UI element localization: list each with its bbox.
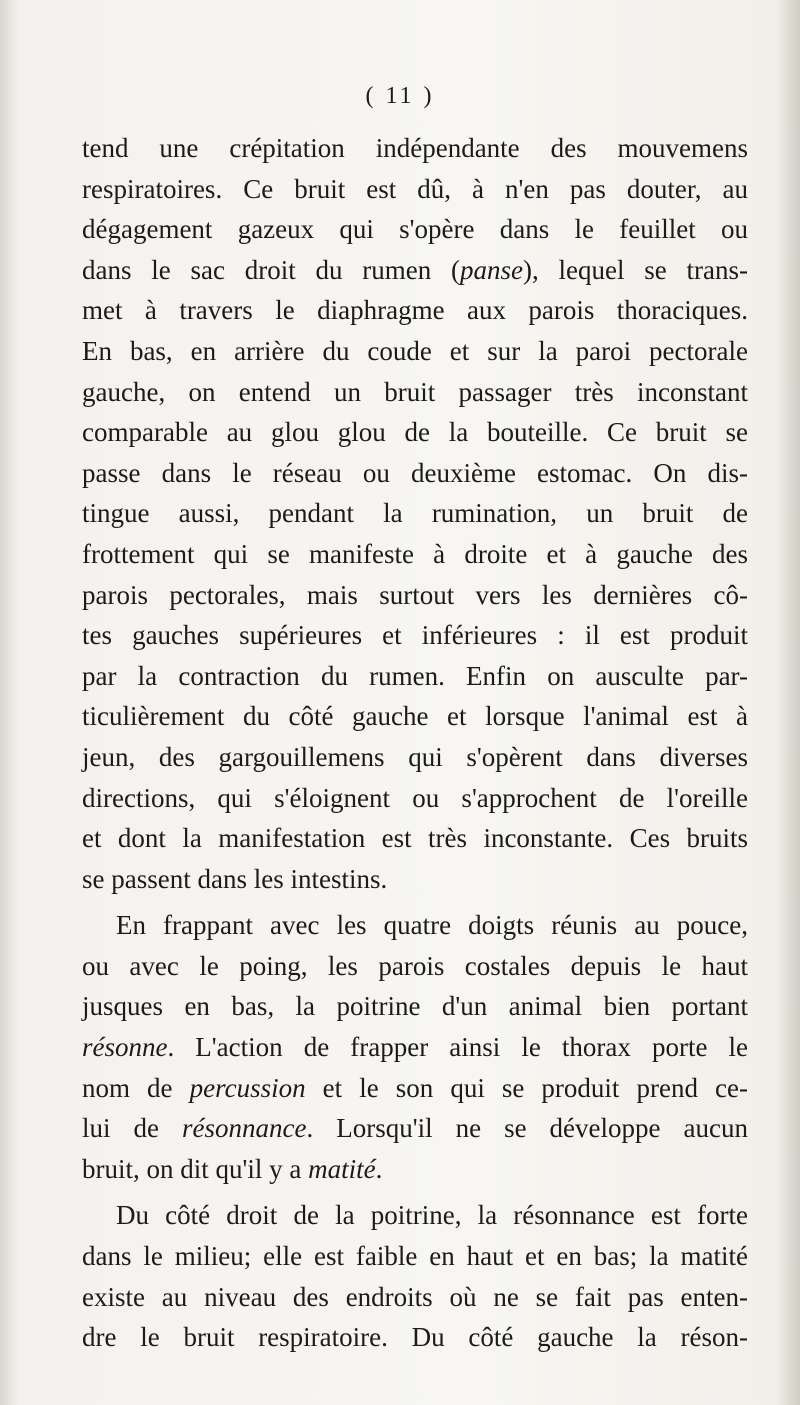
text-line: gauche, on entend un bruit passager très inconstant [82, 376, 748, 407]
text-line: En bas, en arrière du coude et sur la paroi pectorale [82, 335, 748, 366]
text-line: ticulièrement du côté gauche et lorsque l'animal est à [82, 701, 748, 732]
page-number: ( 11 ) [365, 83, 435, 109]
text-line: Du côté droit de la poitrine, la résonnance est forte [116, 1200, 748, 1231]
text-line: tingue aussi, pendant la rumination, un bruit de [82, 498, 748, 529]
text-line: tes gauches supérieures et inférieures : il est produit [82, 620, 748, 651]
text-line: met à travers le diaphragme aux parois thoraciques. [82, 295, 748, 326]
text-line: jeun, des gargouillemens qui s'opèrent dans diverses [82, 741, 748, 772]
text-line: résonne. L'action de frapper ainsi le thorax porte le [82, 1032, 748, 1063]
text-line: bruit, on dit qu'il y a matité. [82, 1153, 383, 1184]
text-line: dre le bruit respiratoire. Du côté gauche la réson- [82, 1322, 748, 1353]
text-line: directions, qui s'éloignent ou s'approchent de l'oreille [82, 782, 748, 813]
paragraph-2 [82, 905, 748, 1189]
text-line: lui de résonnance. Lorsqu'il ne se développe aucun [82, 1113, 748, 1144]
text-line: dans le milieu; elle est faible en haut et en bas; la matité [82, 1241, 748, 1272]
text-line: respiratoires. Ce bruit est dû, à n'en pas douter, au [82, 173, 748, 204]
text-line: frottement qui se manifeste à droite et à gauche des [82, 538, 748, 569]
text-line: dans le sac droit du rumen (panse), lequel se trans- [82, 254, 748, 285]
text-line: jusques en bas, la poitrine d'un animal bien portant [82, 991, 748, 1022]
paragraph-1 [82, 128, 748, 899]
text-line: dégagement gazeux qui s'opère dans le feuillet ou [82, 214, 748, 245]
text-line: nom de percussion et le son qui se produit prend ce- [82, 1072, 748, 1103]
text-line: tend une crépitation indépendante des mouvemens [82, 133, 748, 163]
paragraph-3 [82, 1195, 748, 1357]
text-line: comparable au glou glou de la bouteille. Ce bruit se [82, 417, 748, 448]
text-line: existe au niveau des endroits où ne se fait pas enten- [82, 1281, 748, 1312]
text-line: se passent dans les intestins. [82, 863, 388, 894]
text-line: parois pectorales, mais surtout vers les dernières cô- [82, 579, 748, 610]
text-line: passe dans le réseau ou deuxième estomac. On dis- [82, 457, 748, 488]
text-line: par la contraction du rumen. Enfin on ausculte par- [82, 660, 748, 691]
text-body [82, 128, 748, 1358]
text-line: ou avec le poing, les parois costales depuis le haut [82, 950, 748, 981]
text-line: En frappant avec les quatre doigts réunis au pouce, [116, 910, 748, 941]
text-line: et dont la manifestation est très inconstante. Ces bruits [82, 823, 748, 854]
